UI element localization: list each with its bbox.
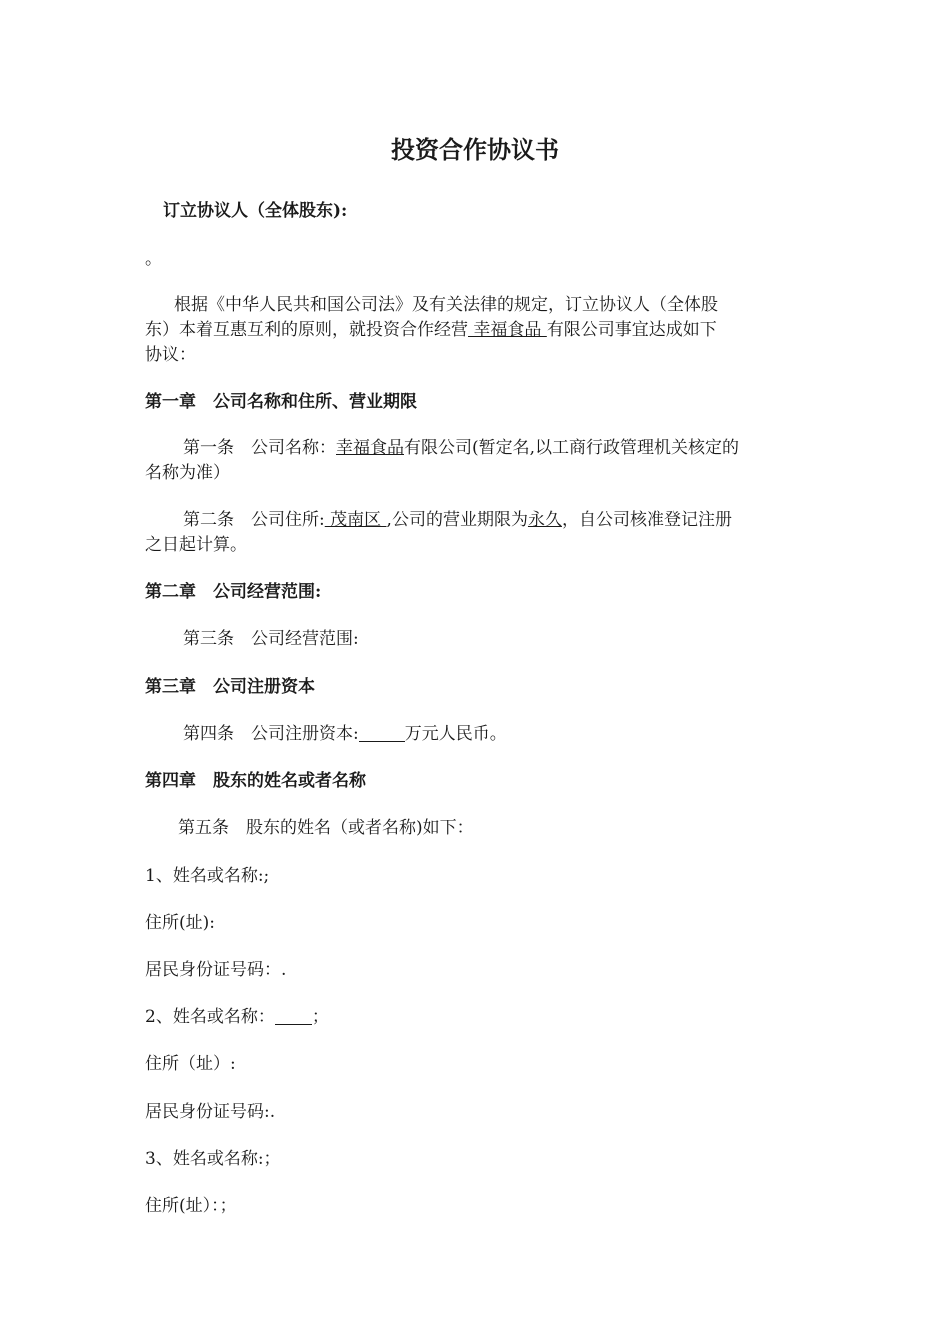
shareholder-1-name: 1、姓名或名称:; bbox=[145, 866, 270, 886]
shareholder-2-id: 居民身份证号码:. bbox=[145, 1102, 276, 1122]
article-2-post: ，自公司核准登记注册 bbox=[561, 510, 732, 530]
company-address: 茂南区 bbox=[324, 510, 387, 530]
article-2-mid: ,公司的营业期限为 bbox=[386, 510, 528, 530]
article-1-line-1 bbox=[183, 435, 739, 461]
article-4 bbox=[183, 721, 507, 747]
business-term: 永久 bbox=[527, 510, 562, 530]
parties-heading: 订立协议人（全体股东): bbox=[163, 201, 348, 221]
article-1-line-2: 名称为准） bbox=[145, 463, 230, 483]
article-2-line-1 bbox=[183, 507, 732, 533]
capital-blank bbox=[359, 723, 405, 742]
article-1-pre: 第一条 公司名称： bbox=[183, 438, 336, 458]
article-2-line-2: 之日起计算。 bbox=[145, 535, 247, 555]
dot-line: 。 bbox=[145, 249, 162, 269]
chapter-3-heading: 第三章 公司注册资本 bbox=[145, 677, 315, 697]
chapter-4-heading: 第四章 股东的姓名或者名称 bbox=[145, 771, 366, 791]
shareholder-3-address: 住所(址）：； bbox=[145, 1196, 237, 1216]
shareholder-2-address: 住所（址）: bbox=[145, 1054, 236, 1074]
article-2-pre: 第二条 公司住所: bbox=[183, 510, 325, 530]
article-4-pre: 第四条 公司注册资本: bbox=[183, 724, 359, 744]
intro-line-2-post: 有限公司事宜达成如下 bbox=[546, 320, 717, 340]
company-name-underlined: 幸福食品 bbox=[468, 320, 547, 340]
article-3: 第三条 公司经营范围: bbox=[183, 629, 359, 649]
intro-line-1: 根据《中华人民共和国公司法》及有关法律的规定，订立协议人（全体股 bbox=[174, 295, 718, 315]
chapter-1-heading: 第一章 公司名称和住所、营业期限 bbox=[145, 392, 417, 412]
intro-line-2-pre: 东）本着互惠互利的原则，就投资合作经营 bbox=[145, 320, 468, 340]
shareholder-2-name-blank bbox=[275, 1006, 312, 1025]
intro-line-2 bbox=[145, 317, 717, 343]
article-1-post: 有限公司(暂定名,以工商行政管理机关核定的 bbox=[404, 438, 740, 458]
shareholder-2-name-post: ； bbox=[311, 1007, 329, 1027]
intro-line-3: 协议： bbox=[145, 345, 196, 365]
shareholder-1-address: 住所(址): bbox=[145, 913, 215, 933]
chapter-2-heading: 第二章 公司经营范围: bbox=[145, 582, 322, 602]
shareholder-3-name: 3、姓名或名称:； bbox=[145, 1149, 281, 1169]
document-title: 投资合作协议书 bbox=[391, 135, 559, 164]
company-name: 幸福食品 bbox=[336, 438, 404, 458]
shareholder-2-name-pre: 2、姓名或名称： bbox=[145, 1007, 275, 1027]
shareholder-2-name bbox=[145, 1004, 329, 1030]
shareholder-1-id: 居民身份证号码：. bbox=[145, 960, 287, 980]
article-4-post: 万元人民币。 bbox=[404, 724, 507, 744]
article-5: 第五条 股东的姓名（或者名称)如下： bbox=[178, 818, 474, 838]
